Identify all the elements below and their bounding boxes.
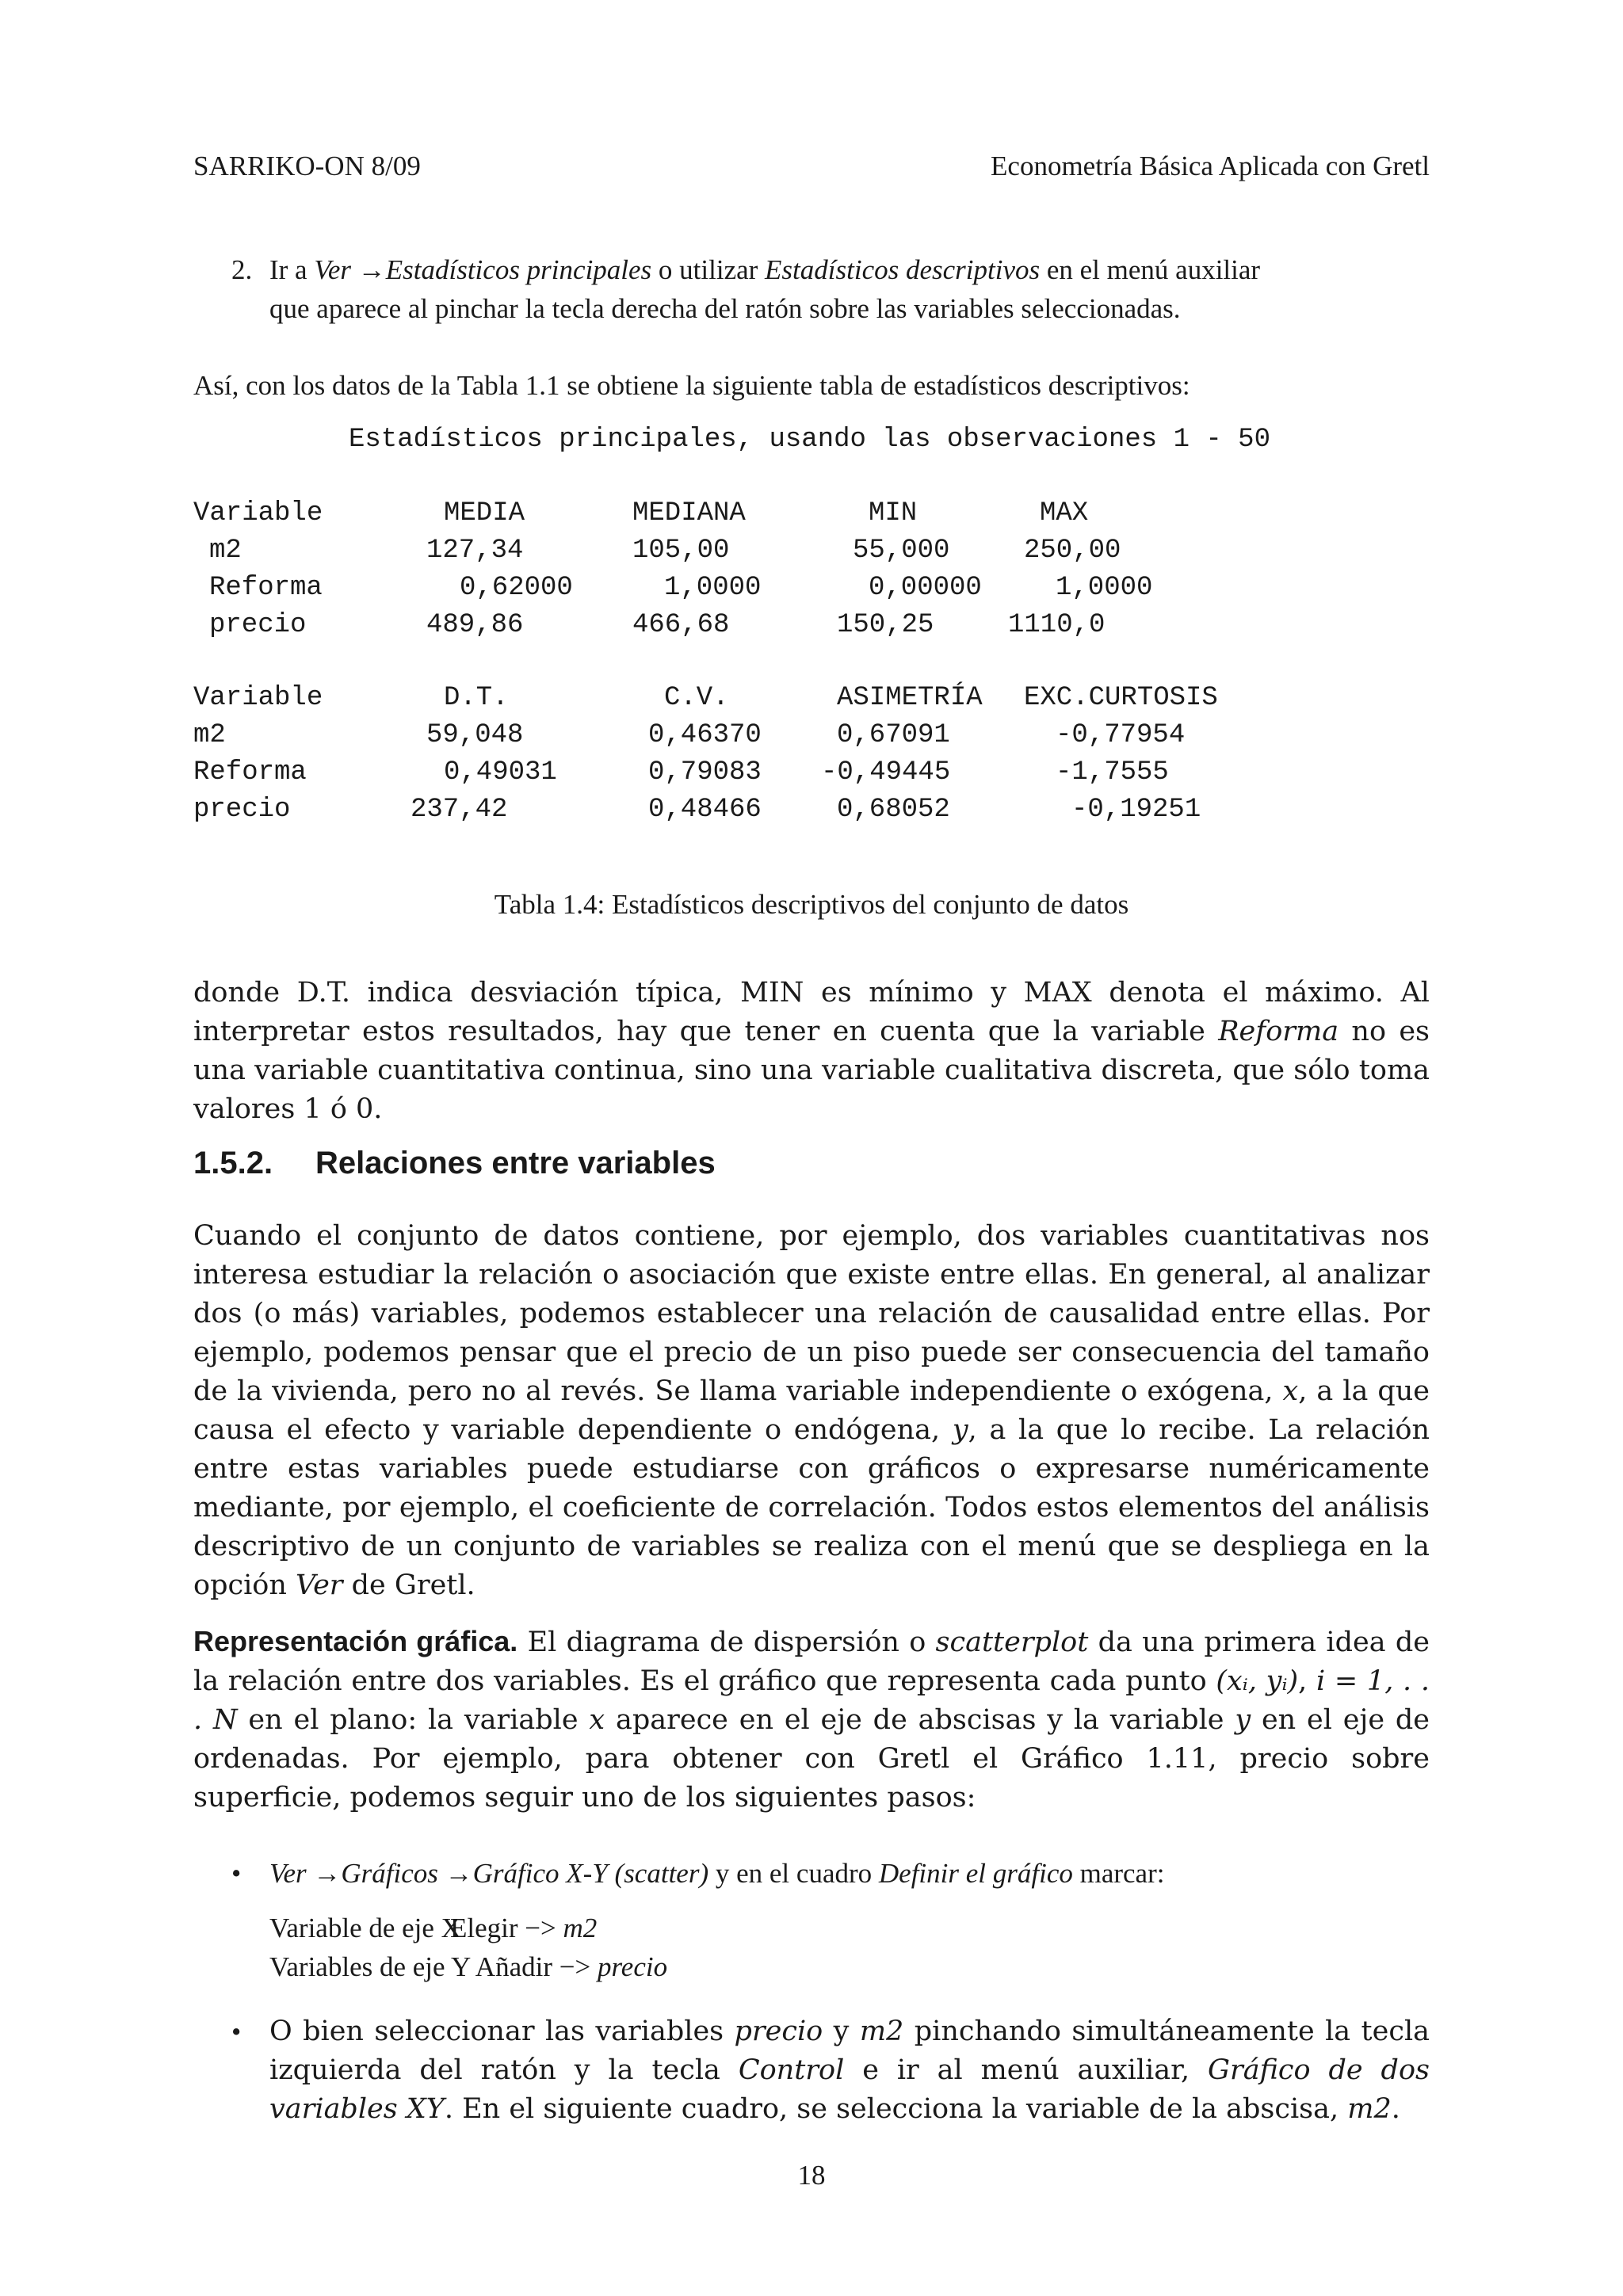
bullet-icon: • bbox=[231, 2016, 242, 2047]
table-cell: precio bbox=[193, 795, 291, 825]
intro-text: Así, con los datos de la Tabla 1.1 se obtiene la siguiente tabla de estadísticos descriptivos: bbox=[193, 370, 1190, 401]
table-cell: 0,79083 bbox=[648, 757, 762, 788]
table-row bbox=[193, 720, 1186, 758]
page-number: 18 bbox=[797, 2160, 826, 2191]
table-row bbox=[193, 795, 1201, 833]
table-row bbox=[193, 757, 1169, 795]
paragraph-heading: Representación gráfica. bbox=[193, 1625, 518, 1657]
axis-x-line: Variable de eje X bbox=[269, 1913, 461, 1943]
table-cell: 105,00 bbox=[632, 536, 730, 566]
table-cell: 0,48466 bbox=[648, 795, 762, 825]
table-cell: Reforma bbox=[209, 573, 323, 603]
table-cell: -1,7555 bbox=[1056, 757, 1169, 788]
step-number: 2. bbox=[231, 254, 253, 285]
table-cell: 0,49031 bbox=[444, 757, 557, 788]
table-cell: 466,68 bbox=[632, 610, 730, 640]
table-cell: 0,62000 bbox=[460, 573, 573, 603]
table-cell: 0,00000 bbox=[869, 573, 982, 603]
table-cell: 127,34 bbox=[426, 536, 524, 566]
table-header-cell: Variable bbox=[193, 498, 323, 528]
table-cell: 489,86 bbox=[426, 610, 524, 640]
table-explanation-paragraph: donde D.T. indica desviación típica, MIN es mínimo y MAX denota el máximo. Al interpretar estos resultados, hay que tener en cuenta que la variable Reforma no es una variable cuantitativa continua, sino una variable cualitativa discreta, que sólo toma valores 1 ó 0. bbox=[193, 977, 1430, 1125]
table-header-cell: MIN bbox=[869, 498, 918, 528]
table-header-cell: ASIMETRÍA bbox=[837, 683, 983, 713]
table-cell: m2 bbox=[209, 536, 242, 566]
running-header-left: SARRIKO-ON 8/09 bbox=[193, 151, 421, 181]
table-title: Estadísticos principales, usando las observaciones 1 - 50 bbox=[349, 425, 1270, 455]
axis-x-choice: Elegir −> m2 bbox=[450, 1913, 598, 1943]
table-header-cell: MEDIA bbox=[444, 498, 525, 528]
table-header-row bbox=[193, 498, 1089, 536]
table-cell: 250,00 bbox=[1024, 536, 1121, 566]
table-header-cell: Variable bbox=[193, 683, 323, 713]
table-cell: 55,000 bbox=[853, 536, 950, 566]
table-cell: 0,46370 bbox=[648, 720, 762, 750]
bullet-1-text: Ver →Gráficos →Gráfico X-Y (scatter) y en el cuadro Definir el gráfico marcar: bbox=[269, 1858, 1165, 1889]
table-header-cell: EXC.CURTOSIS bbox=[1024, 683, 1218, 713]
table-row bbox=[193, 610, 1106, 648]
table-row bbox=[193, 536, 1121, 574]
section-title: Relaciones entre variables bbox=[315, 1146, 716, 1180]
table-cell: 0,68052 bbox=[837, 795, 950, 825]
table-cell: 237,42 bbox=[411, 795, 508, 825]
table-cell: 1,0000 bbox=[664, 573, 762, 603]
table-caption: Tabla 1.4: Estadísticos descriptivos del conjunto de datos bbox=[494, 889, 1129, 920]
table-cell: 1,0000 bbox=[1056, 573, 1153, 603]
table-cell: -0,49445 bbox=[821, 757, 951, 788]
table-cell: m2 bbox=[193, 720, 226, 750]
table-cell: precio bbox=[209, 610, 307, 640]
table-header-cell: D.T. bbox=[444, 683, 509, 713]
table-cell: -0,77954 bbox=[1056, 720, 1186, 750]
table-header-row bbox=[193, 683, 1218, 721]
section-number: 1.5.2. bbox=[193, 1146, 273, 1180]
table-cell: Reforma bbox=[193, 757, 307, 788]
table-header-cell: C.V. bbox=[664, 683, 729, 713]
bullet-icon: • bbox=[231, 1858, 242, 1889]
table-cell: -0,19251 bbox=[1071, 795, 1201, 825]
table-cell: 1110,0 bbox=[1008, 610, 1106, 640]
step-2-text: Ir a Ver →Estadísticos principales o utilizar Estadísticos descriptivos en el menú auxiliar que aparece al pinchar la tecla derecha del ratón sobre las variables seleccionadas. bbox=[269, 254, 1261, 324]
relations-paragraph: Cuando el conjunto de datos contiene, por ejemplo, dos variables cuantitativas nos interesa estudiar la relación o asociación que existe entre ellas. En general, al analizar dos (o más) variables, podemos establecer una relación de causalidad entre ellas. Por ejemplo, podemos pensar que el precio de un piso puede ser consecuencia del tamaño de la vivienda, pero no al revés. Se llama variable independiente o exógena, x, a la que causa el efecto y variable dependiente o endógena, y, a la que lo recibe. La relación entre estas variables puede estudiarse con gráficos o expresarse numéricamente mediante, por ejemplo, el coeficiente de correlación. Todos estos elementos del análisis descriptivo de un conjunto de variables se realiza con el menú que se despliega en la opción Ver de Gretl. bbox=[193, 1220, 1430, 1601]
running-header-right: Econometría Básica Aplicada con Gretl bbox=[991, 151, 1430, 181]
axis-y-line: Variables de eje Y Añadir −> precio bbox=[269, 1951, 668, 1982]
table-header-cell: MEDIANA bbox=[632, 498, 746, 528]
bullet-2-text: O bien seleccionar las variables precio y m2 pinchando simultáneamente la tecla izquierda del ratón y la tecla Control e ir al menú auxiliar, Gráfico de dos variables XY. En el siguiente cuadro, se selecciona la variable de la abscisa, m2. bbox=[269, 2016, 1430, 2125]
table-cell: 0,67091 bbox=[837, 720, 950, 750]
table-header-cell: MAX bbox=[1040, 498, 1089, 528]
table-row bbox=[193, 573, 1153, 611]
graphic-representation-paragraph: Representación gráfica. El diagrama de dispersión o scatterplot da una primera idea de la relación entre dos variables. Es el gráfico que representa cada punto (xᵢ, yᵢ), i = 1, . . . N en el plano: la variable x aparece en el eje de abscisas y la variable y en el eje de ordenadas. Por ejemplo, para obtener con Gretl el Gráfico 1.11, precio sobre superficie, podemos seguir uno de los siguientes pasos: bbox=[193, 1625, 1430, 1814]
table-cell: 150,25 bbox=[837, 610, 934, 640]
table-cell: 59,048 bbox=[426, 720, 524, 750]
